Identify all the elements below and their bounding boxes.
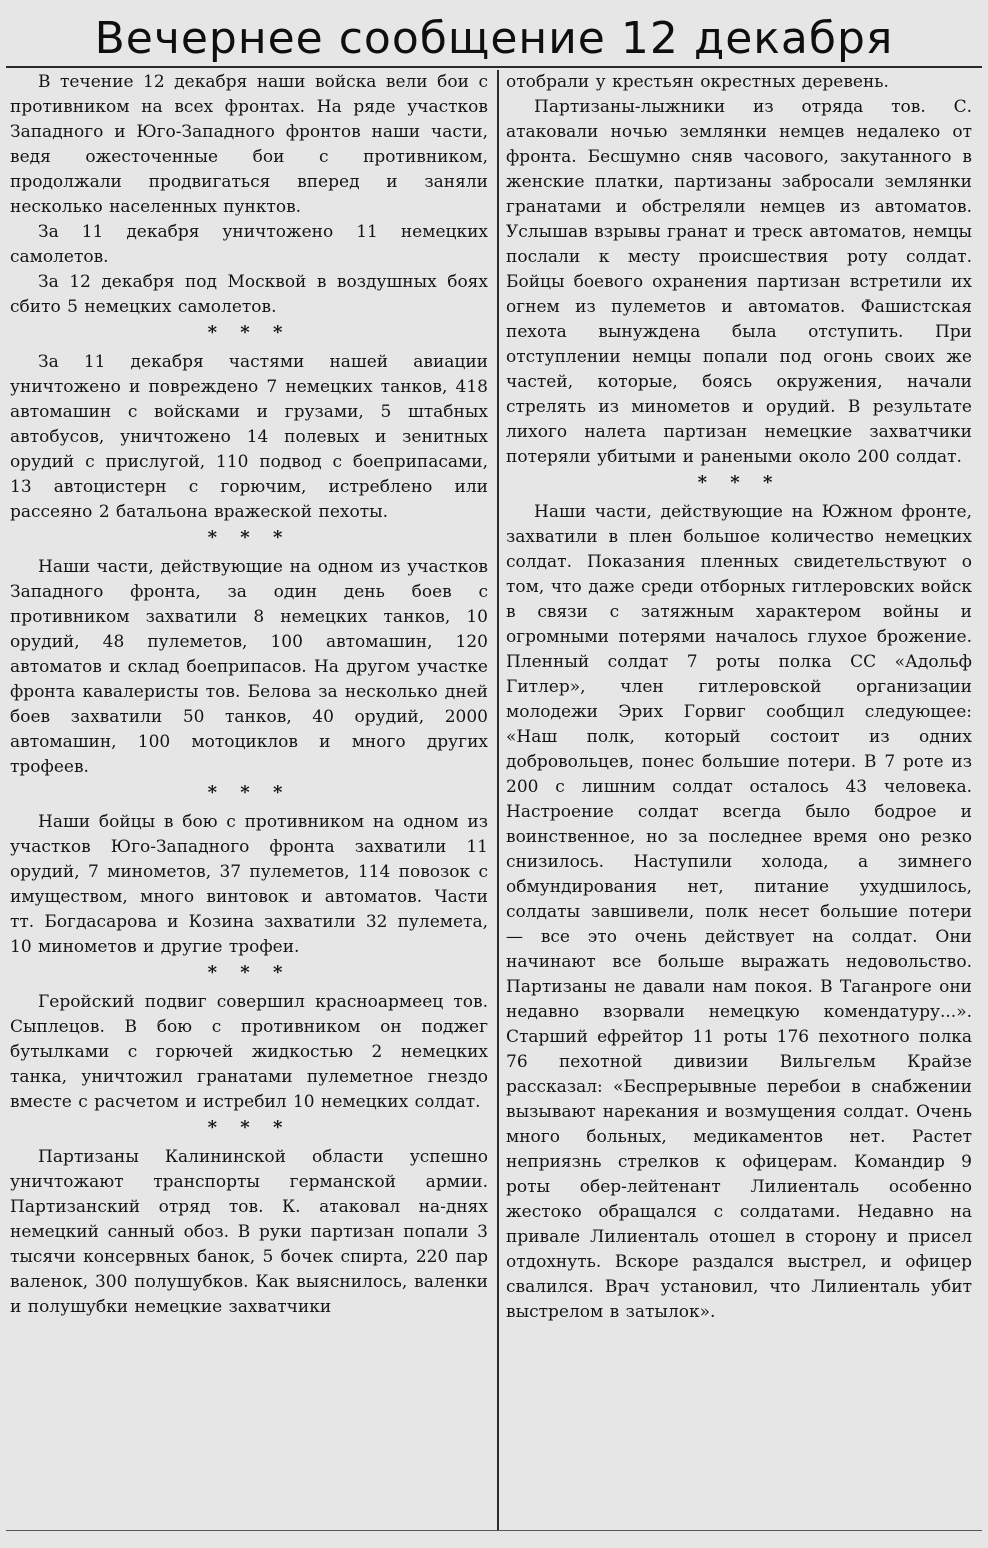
section-separator: * * *	[207, 527, 291, 548]
article-paragraph: Партизаны Калининской области успешно уничтожают транспорты германской армии. Партизанский отряд тов. К. атаковал на-днях немецкий санный обоз. В руки партизан попали 3 тысячи консервных банок, 5 бочек спирта, 220 пар валенок, 300 полушубков. Как выяснилось, валенки и полушубки немецкие захватчики	[10, 1147, 488, 1317]
headline: Вечернее сообщение 12 декабря	[94, 13, 894, 64]
right-column	[506, 70, 972, 1325]
article-paragraph: Партизаны-лыжники из отряда тов. С. атаковали ночью землянки немцев недалеко от фронта. Бесшумно сняв часового, закутанного в женские платки, партизаны забросали землянки гранатами и обстреляли немцев из автоматов. Услышав взрывы гранат и треск автоматов, немцы послали к месту происшествия роту солдат. Бойцы боевого охранения партизан встретили их огнем из пулеметов и автоматов. Фашистская пехота вынуждена была отступить. При отступлении немцы попали под огонь своих же частей, которые, боясь окружения, начали стрелять из минометов и орудий. В результате лихого налета партизан немецкие захватчики потеряли убитыми и ранеными около 200 солдат.	[506, 97, 972, 467]
section-separator: * * *	[207, 962, 291, 983]
article-paragraph: За 11 декабря частями нашей авиации уничтожено и повреждено 7 немецких танков, 418 автомашин с войсками и грузами, 5 штабных автобусов, уничтожено 14 полевых и зенитных орудий с прислугой, 110 подвод с боеприпасами, 13 автоцистерн с горючим, истреблено или рассеяно 2 батальона вражеской пехоты.	[10, 352, 488, 522]
section-separator: * * *	[697, 472, 781, 493]
article-paragraph: В течение 12 декабря наши войска вели бои с противником на всех фронтах. На ряде участков Западного и Юго-Западного фронтов наши части, ведя ожесточенные бои с противником, продолжали продвигаться вперед и заняли несколько населенных пунктов.	[10, 72, 488, 217]
section-separator: * * *	[207, 782, 291, 803]
column-divider	[497, 70, 499, 1530]
section-separator: * * *	[207, 322, 291, 343]
bottom-rule	[6, 1530, 982, 1531]
left-column	[10, 70, 488, 1320]
article-paragraph: Геройский подвиг совершил красноармеец тов. Сыплецов. В бою с противником он поджег бутылками с горючей жидкостью 2 немецких танка, уничтожил гранатами пулеметное гнездо вместе с расчетом и истребил 10 немецких солдат.	[10, 992, 488, 1112]
article-paragraph-continued: отобрали у крестьян окрестных деревень.	[506, 72, 889, 92]
headline-rule	[6, 66, 982, 68]
article-paragraph: Наши бойцы в бою с противником на одном из участков Юго-Западного фронта захватили 11 орудий, 7 минометов, 37 пулеметов, 114 повозок с имуществом, много винтовок и автоматов. Части тт. Богдасарова и Козина захватили 32 пулемета, 10 минометов и другие трофеи.	[10, 812, 488, 957]
article-paragraph: За 12 декабря под Москвой в воздушных боях сбито 5 немецких самолетов.	[10, 272, 488, 317]
article-paragraph: Наши части, действующие на Южном фронте, захватили в плен большое количество немецких солдат. Показания пленных свидетельствуют о том, что даже среди отборных гитлеровских войск в связи с затяжным характером войны и огромными потерями началось глухое брожение. Пленный солдат 7 роты полка СС «Адольф Гитлер», член гитлеровской организации молодежи Эрих Горвиг сообщил следующее: «Наш полк, который состоит из одних добровольцев, понес большие потери. В 7 роте из 200 с лишним солдат осталось 43 человека. Настроение солдат всегда было бодрое и воинственное, но за последнее время оно резко снизилось. Наступили холода, а зимнего обмундирования нет, питание ухудшилось, солдаты завшивели, полк несет большие потери — все это очень действует на солдат. Они начинают все больше выражать недовольство. Партизаны не давали нам покоя. В Таганроге они недавно взорвали немецкую комендатуру...». Старший ефрейтор 11 роты 176 пехотного полка 76 пехотной дивизии Вильгельм Крайзе рассказал: «Беспрерывные перебои в снабжении вызывают нарекания и возмущения солдат. Очень много больных, медикаментов нет. Растет неприязнь стрелков к офицерам. Командир 9 роты обер-лейтенант Лилиенталь особенно жестоко обращался с солдатами. Недавно на привале Лилиенталь отошел в сторону и присел отдохнуть. Вскоре раздался выстрел, и офицер свалился. Врач установил, что Лилиенталь убит выстрелом в затылок».	[506, 502, 972, 1322]
article-paragraph: За 11 декабря уничтожено 11 немецких самолетов.	[10, 222, 488, 267]
section-separator: * * *	[207, 1117, 291, 1138]
article-paragraph: Наши части, действующие на одном из участков Западного фронта, за один день боев с противником захватили 8 немецких танков, 10 орудий, 48 пулеметов, 100 автомашин, 120 автоматов и склад боеприпасов. На другом участке фронта кавалеристы тов. Белова за несколько дней боев захватили 50 танков, 40 орудий, 2000 автомашин, 100 мотоциклов и много других трофеев.	[10, 557, 488, 777]
